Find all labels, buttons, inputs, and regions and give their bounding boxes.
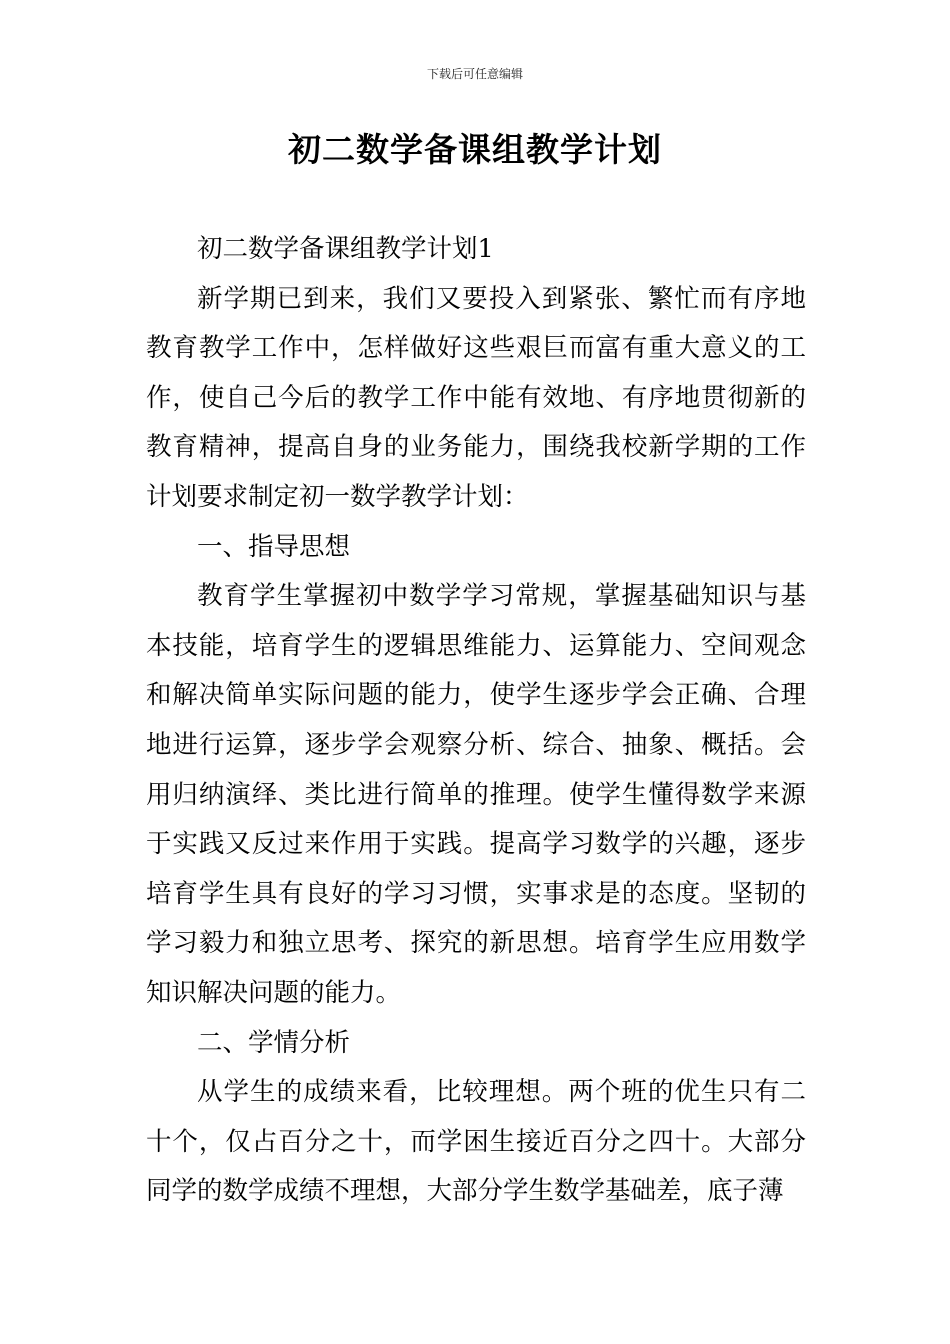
document-body [146,225,806,1217]
student-analysis-paragraph: 从学生的成绩来看，比较理想。两个班的优生只有二十个，仅占百分之十，而学困生接近百分之四十。大部分同学的数学成绩不理想，大部分学生数学基础差，底子薄 [146,1077,806,1207]
section-heading-student-analysis: 二、学情分析 [197,1027,351,1058]
intro-paragraph: 新学期已到来，我们又要投入到紧张、繁忙而有序地教育教学工作中，怎样做好这些艰巨而富有重大意义的工作，使自己今后的教学工作中能有效地、有序地贯彻新的教育精神，提高自身的业务能力，围绕我校新学期的工作计划要求制定初一数学教学计划： [146,283,806,512]
document-title: 初二数学备课组教学计划 [288,130,662,169]
header-note: 下载后可任意编辑 [426,67,523,81]
guiding-thought-paragraph: 教育学生掌握初中数学学习常规，掌握基础知识与基本技能，培育学生的逻辑思维能力、运算能力、空间观念和解决简单实际问题的能力，使学生逐步学会正确、合理地进行运算，逐步学会观察分析、综合、抽象、概括。会用归纳演绎、类比进行简单的推理。使学生懂得数学来源于实践又反过来作用于实践。提高学习数学的兴趣，逐步培育学生具有良好的学习习惯，实事求是的态度。坚韧的学习毅力和独立思考、探究的新思想。培育学生应用数学知识解决问题的能力。 [146,581,806,1008]
subtitle-paragraph: 初二数学备课组教学计划1 [197,234,494,264]
section-heading-guiding-thought: 一、指导思想 [197,531,351,562]
